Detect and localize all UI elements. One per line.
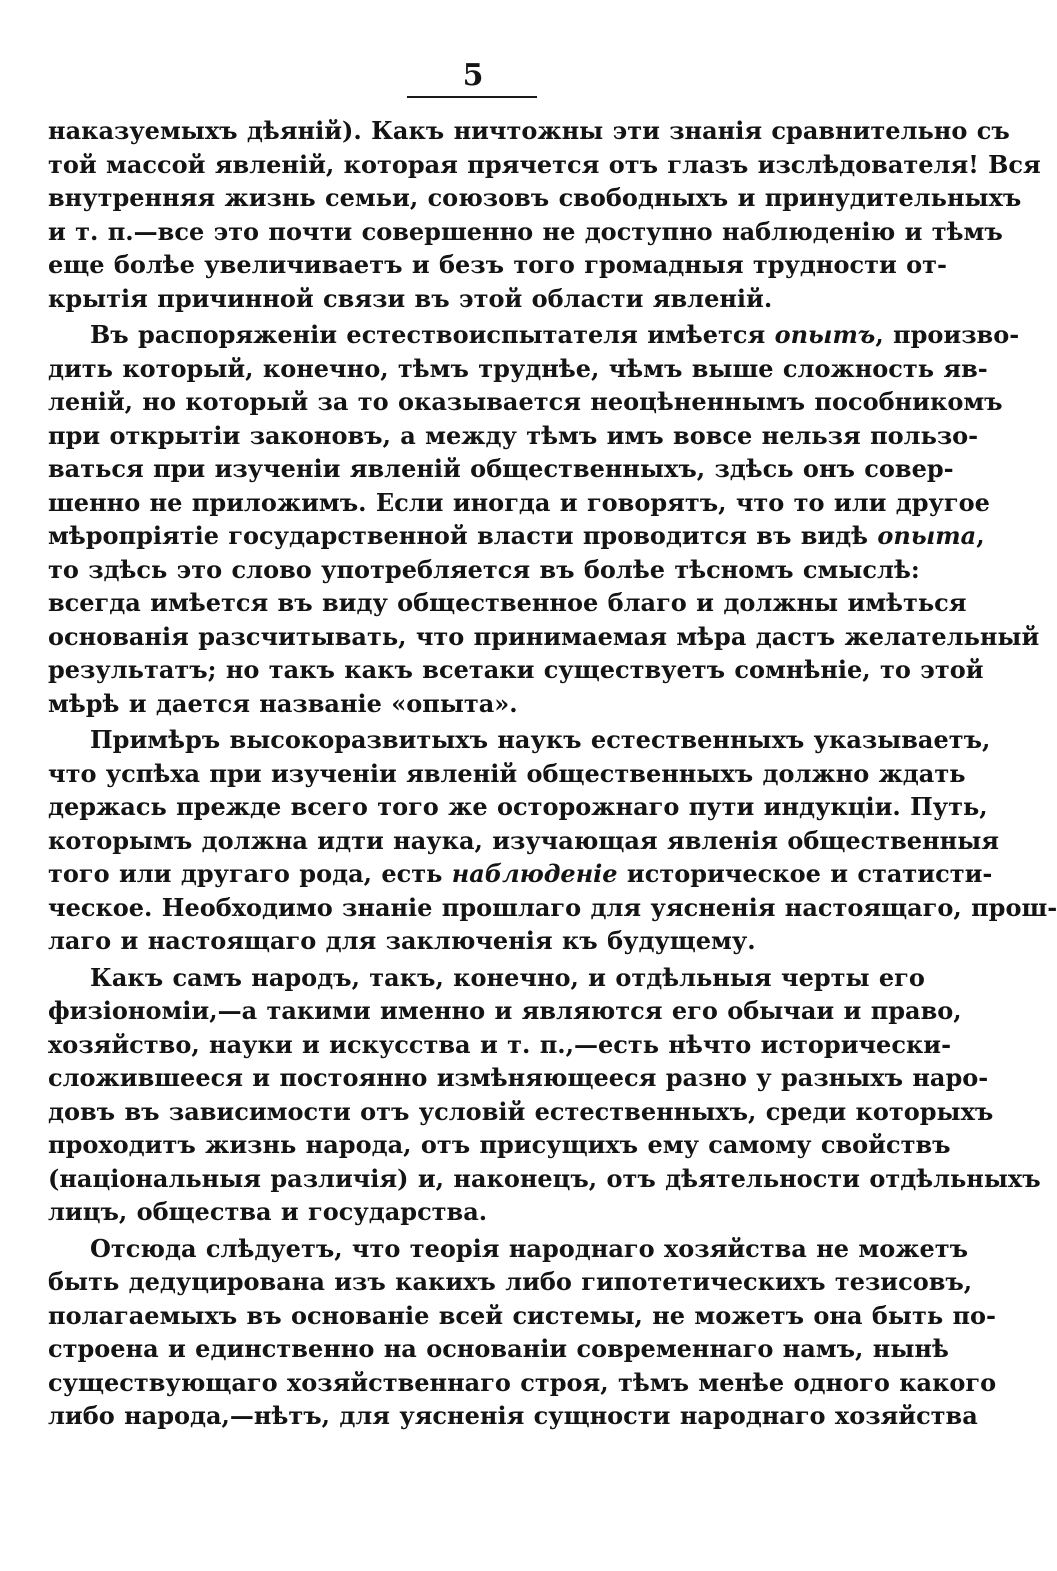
text-line: физіономіи,—а такими именно и являются его обычаи и право,	[48, 996, 962, 1025]
text-line: Въ распоряженіи естествоиспытателя имѣется опытъ, произво-	[90, 320, 1020, 349]
text-line: леній, но который за то оказывается неоцѣненнымъ пособникомъ	[48, 387, 1003, 416]
text-line: хозяйство, науки и искусства и т. п.,—есть нѣчто исторически-	[48, 1029, 952, 1059]
text-line: внутренняя жизнь семьи, союзовъ свободныхъ и принудительныхъ	[48, 183, 1022, 212]
text-line: мѣропріятіе государственной власти проводится въ видѣ опыта,	[48, 521, 985, 550]
text-line: крытія причинной связи въ этой области явленій.	[48, 283, 773, 313]
text-line: того или другаго рода, есть наблюденіе историческое и статисти-	[48, 859, 993, 888]
text-line: либо народа,—нѣтъ, для уясненія сущности народнаго хозяйства	[48, 1401, 978, 1430]
text-line: еще болѣе увеличиваетъ и безъ того громадныя трудности от-	[48, 250, 947, 279]
text-line: ваться при изученіи явленій общественныхъ, здѣсь онъ совер-	[48, 454, 954, 483]
paragraph-3	[48, 723, 1057, 958]
body-text	[48, 114, 1057, 1436]
emphasis-opyta: опыта	[877, 521, 977, 550]
page-header	[0, 58, 1000, 94]
emphasis-nabludenie: наблюденіе	[451, 859, 618, 888]
text-line: при открытіи законовъ, а между тѣмъ имъ вовсе нельзя пользо-	[48, 420, 979, 450]
text-line: довъ въ зависимости отъ условій естественныхъ, среди которыхъ	[48, 1096, 994, 1126]
text-line: сложившееся и постоянно измѣняющееся разно у разныхъ наро-	[48, 1063, 989, 1092]
text-line: дить который, конечно, тѣмъ труднѣе, чѣмъ выше сложность яв-	[48, 353, 988, 383]
text-line: ческое. Необходимо знаніе прошлаго для уясненія настоящаго, прош-	[48, 892, 1057, 922]
text-line: той массой явленій, которая прячется отъ глазъ изслѣдователя! Вся	[48, 149, 1041, 179]
text-line: мѣрѣ и дается названіе «опыта».	[48, 688, 518, 718]
text-line: (національныя различія) и, наконецъ, отъ дѣятельности отдѣльныхъ	[48, 1163, 1041, 1193]
emphasis-opyt: опытъ	[774, 320, 876, 349]
text-line: держась прежде всего того же осторожнаго пути индукціи. Путь,	[48, 792, 988, 821]
text-line: Какъ самъ народъ, такъ, конечно, и отдѣльныя черты его	[90, 962, 925, 992]
text-line: Примѣръ высокоразвитыхъ наукъ естественныхъ указываетъ,	[90, 725, 991, 754]
text-line: шенно не приложимъ. Если иногда и говорятъ, что то или другое	[48, 487, 990, 517]
page-number: 5	[462, 58, 484, 93]
text-line: быть дедуцирована изъ какихъ либо гипотетическихъ тезисовъ,	[48, 1267, 973, 1296]
text-line: Отсюда слѣдуетъ, что теорія народнаго хозяйства не можетъ	[90, 1233, 969, 1263]
text-line: проходитъ жизнь народа, отъ присущихъ ему самому свойствъ	[48, 1130, 951, 1159]
paragraph-4	[48, 961, 1041, 1229]
text-line: лицъ, общества и государства.	[48, 1197, 488, 1226]
text-line: то здѣсь это слово употребляется въ болѣе тѣсномъ смыслѣ:	[48, 554, 920, 584]
text-line: основанія разсчитывать, что принимаемая мѣра дастъ желательный	[48, 621, 1040, 651]
text-line: результатъ; но такъ какъ всетаки существуетъ сомнѣніе, то этой	[48, 655, 984, 684]
text-line: что успѣха при изученіи явленій общественныхъ должно ждать	[48, 758, 966, 788]
text-line: существующаго хозяйственнаго строя, тѣмъ менѣе одного какого	[48, 1367, 997, 1397]
text-line: строена и единственно на основаніи современнаго намъ, нынѣ	[48, 1334, 949, 1363]
text-line: наказуемыхъ дѣяній). Какъ ничтожны эти знанія сравнительно съ	[48, 116, 1010, 145]
text-line: всегда имѣется въ виду общественное благо и должны имѣться	[48, 588, 967, 617]
text-line: полагаемыхъ въ основаніе всей системы, не можетъ она быть по-	[48, 1300, 997, 1330]
paragraph-1	[48, 114, 1041, 315]
text-line: лаго и настоящаго для заключенія къ будущему.	[48, 926, 756, 955]
text-line: которымъ должна идти наука, изучающая явленія общественныя	[48, 825, 999, 855]
paragraph-5	[48, 1232, 997, 1433]
text-line: и т. п.—все это почти совершенно не доступно наблюденію и тѣмъ	[48, 216, 1003, 246]
page-number-rule	[407, 96, 537, 98]
paragraph-2	[48, 318, 1040, 720]
